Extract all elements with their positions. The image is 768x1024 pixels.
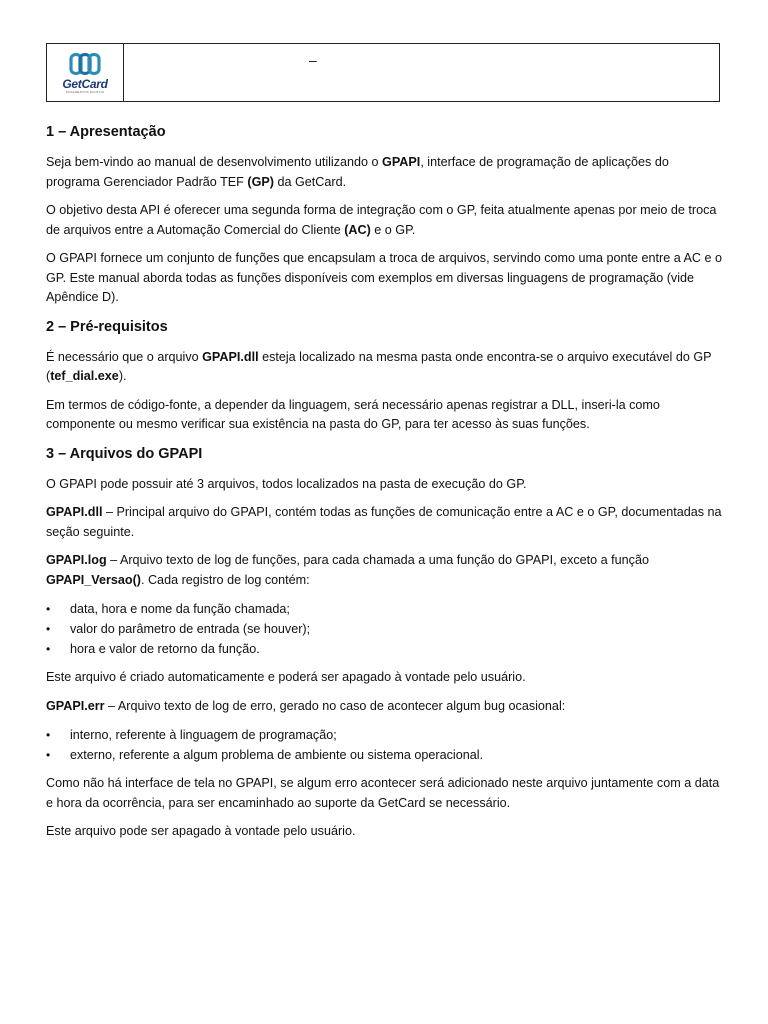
paragraph: Este arquivo pode ser apagado à vontade pelo usuário. xyxy=(46,824,356,838)
bold-run: GPAPI.dll xyxy=(46,505,103,519)
list-item xyxy=(46,745,726,765)
bold-run: tef_dial.exe xyxy=(50,369,119,383)
list-item xyxy=(46,639,726,659)
section-heading-apresentacao: 1 – Apresentação xyxy=(46,124,166,140)
section-heading-pre-requisitos: 2 – Pré-requisitos xyxy=(46,318,168,335)
bold-run: (AC) xyxy=(344,222,371,237)
paragraph: Como não há interface de tela no GPAPI, se algum erro acontecer será adicionado neste arquivo juntamente com a data e hora da ocorrência, para ser encaminhado ao suporte da GetCard se necessário. xyxy=(46,776,720,810)
bold-run: GPAPI xyxy=(382,155,421,169)
text-run: – Arquivo texto de log de funções, para cada chamada a uma função do GPAPI, exceto a função xyxy=(106,553,649,567)
paragraph xyxy=(46,551,726,590)
text-run: É necessário que o arquivo xyxy=(46,349,203,364)
bullet-icon: • xyxy=(46,602,51,616)
list-item-text: hora e valor de retorno da função. xyxy=(70,642,260,656)
text-run: Seja bem-vindo ao manual de desenvolvimento utilizando o xyxy=(46,155,383,169)
bold-run: GPAPI.err xyxy=(46,698,105,713)
paragraph: O GPAPI fornece um conjunto de funções que encapsulam a troca de arquivos, servindo como uma ponte entre a AC e o GP. Este manual aborda todas as funções disponíveis com exemplos em diversas linguagens de programação (vide Apêndice D). xyxy=(46,251,723,304)
document-body xyxy=(46,122,726,851)
bullet-icon: • xyxy=(46,642,51,656)
bold-run: (GP) xyxy=(247,174,274,189)
bold-run: GPAPI.log xyxy=(46,553,107,567)
text-run: , interface de programação de aplicações do programa Gerenciador Padrão TEF xyxy=(46,155,669,189)
paragraph xyxy=(46,503,726,542)
list-item xyxy=(46,725,726,745)
list-item xyxy=(46,619,726,639)
header-title-cell xyxy=(124,44,719,101)
text-run: da GetCard. xyxy=(273,174,347,189)
list-item-text: data, hora e nome da função chamada; xyxy=(70,602,290,616)
text-run: e o GP. xyxy=(370,222,416,237)
text-run: . Cada registro de log contém: xyxy=(140,572,310,587)
list-item-text: interno, referente à linguagem de programação; xyxy=(70,728,337,742)
paragraph xyxy=(46,201,726,240)
logo-wordmark: GetCard xyxy=(62,77,108,91)
paragraph: Em termos de código-fonte, a depender da linguagem, será necessário apenas registrar a DLL, inseri-la como componente ou mesmo verificar sua existência na pasta do GP, para ter acesso às suas funções. xyxy=(46,397,660,431)
bullet-icon: • xyxy=(46,622,51,636)
paragraph xyxy=(46,697,726,717)
logo-tagline: PAGAMENTOS DIGITAIS xyxy=(65,90,105,94)
bullet-list-log-contents xyxy=(46,599,726,659)
text-run: esteja localizado na mesma pasta onde encontra-se o arquivo executável do GP ( xyxy=(46,349,712,383)
text-run: ). xyxy=(118,369,127,383)
paragraph xyxy=(46,348,726,387)
getcard-logo xyxy=(47,44,124,101)
bullet-list-error-types xyxy=(46,725,726,765)
document-header xyxy=(46,43,720,102)
list-item xyxy=(46,599,726,619)
text-run: – Principal arquivo do GPAPI, contém todas as funções de comunicação entre a AC e o GP, documentadas na seção seguinte. xyxy=(46,505,722,539)
list-item-text: valor do parâmetro de entrada (se houver); xyxy=(70,622,311,636)
bold-run: GPAPI.dll xyxy=(202,349,259,364)
header-title-dash: – xyxy=(309,52,317,68)
bullet-icon: • xyxy=(46,748,51,762)
paragraph xyxy=(46,153,726,192)
getcard-logo-icon xyxy=(65,51,105,77)
section-heading-arquivos: 3 – Arquivos do GPAPI xyxy=(46,445,203,462)
bullet-icon: • xyxy=(46,728,51,742)
text-run: O objetivo desta API é oferecer uma segunda forma de integração com o GP, feita atualmente apenas por meio de troca de arquivos entre a Automação Comercial do Cliente xyxy=(46,203,717,237)
bold-run: GPAPI_Versao() xyxy=(46,572,141,587)
list-item-text: externo, referente a algum problema de ambiente ou sistema operacional. xyxy=(70,748,484,762)
text-run: – Arquivo texto de log de erro, gerado no caso de acontecer algum bug ocasional: xyxy=(104,698,566,713)
paragraph: Este arquivo é criado automaticamente e poderá ser apagado à vontade pelo usuário. xyxy=(46,670,526,684)
paragraph: O GPAPI pode possuir até 3 arquivos, todos localizados na pasta de execução do GP. xyxy=(46,476,527,491)
